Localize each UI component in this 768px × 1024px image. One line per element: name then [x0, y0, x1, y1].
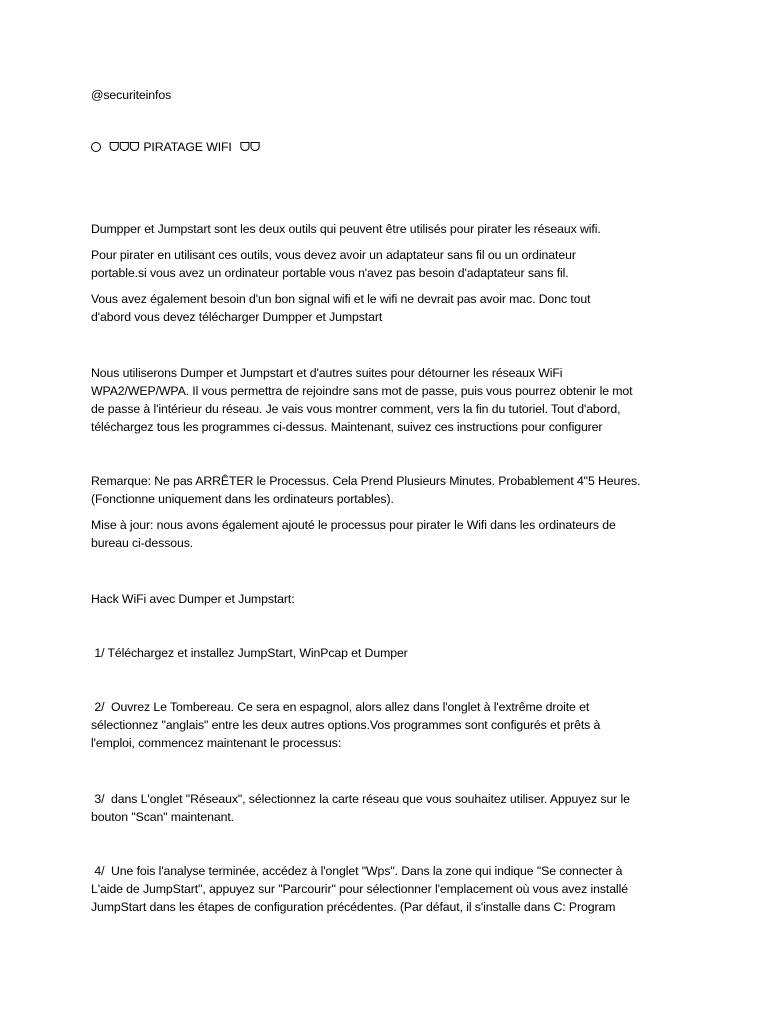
step-1: 1/ Téléchargez et installez JumpStart, WinPcap et Dumper — [91, 646, 408, 660]
paragraph-overview: Nous utiliserons Dumper et Jumpstart et d'autres suites pour détourner les réseaux WiFi WPA2/WEP/WPA. Il vous permettra de rejoindre sans mot de passe, puis vous pourrez obtenir le mot de passe à l'intérieur du réseau. Je vais vous montrer comment, vers la fin du tutoriel. Tout d'abord, téléchargez tous les programmes ci-dessus. Maintenant, suivez ces instructions pour configurer — [91, 366, 633, 434]
document-body — [91, 86, 691, 916]
step-4: 4/ Une fois l'analyse terminée, accédez à l'onglet "Wps". Dans la zone qui indique "Se connecter à L'aide de JumpStart", appuyez sur "Parcourir" pour sélectionner l'emplacement où vous avez installé JumpStart dans les étapes de configuration précédentes. (Par défaut, il s'installe dans C: Program — [91, 864, 628, 914]
author-handle: @securiteinfos — [91, 88, 172, 102]
paragraph-signal: Vous avez également besoin d'un bon signal wifi et le wifi ne devrait pas avoir mac. Donc tout d'abord vous devez télécharger Dumpper et Jumpstart — [91, 292, 591, 324]
paragraph-note: Remarque: Ne pas ARRÊTER le Processus. Cela Prend Plusieurs Minutes. Probablement 4"5 Heures. (Fonctionne uniquement dans les ordinateurs portables). — [91, 474, 641, 506]
paragraph-hack-title: Hack WiFi avec Dumper et Jumpstart: — [91, 592, 295, 606]
paragraph-update: Mise à jour: nous avons également ajouté le processus pour pirater le Wifi dans les ordinateurs de bureau ci-dessous. — [91, 518, 616, 550]
paragraph-intro: Dumpper et Jumpstart sont les deux outils qui peuvent être utilisés pour pirater les réseaux wifi. — [91, 222, 601, 236]
section-heading — [91, 138, 691, 156]
step-2: 2/ Ouvrez Le Tombereau. Ce sera en espagnol, alors allez dans l'onglet à l'extrême droite et sélectionnez "anglais" entre les deux autres options.Vos programmes sont configurés et prêts à l'emploi, commencez maintenant le processus: — [91, 700, 601, 750]
shield-icons-before: ᗜᗜᗜ — [109, 140, 140, 154]
step-3: 3/ dans L'onglet "Réseaux", sélectionnez la carte réseau que vous souhaitez utiliser. Appuyez sur le bouton "Scan" maintenant. — [91, 792, 630, 824]
heading-title: PIRATAGE WIFI — [143, 140, 232, 154]
shield-icons-after: ᗜᗜ — [239, 140, 260, 154]
circle-bullet-icon — [91, 142, 101, 152]
paragraph-requirements: Pour pirater en utilisant ces outils, vous devez avoir un adaptateur sans fil ou un ordinateur portable.si vous avez un ordinateur portable vous n'avez pas besoin d'adaptateur sans fil. — [91, 248, 576, 280]
